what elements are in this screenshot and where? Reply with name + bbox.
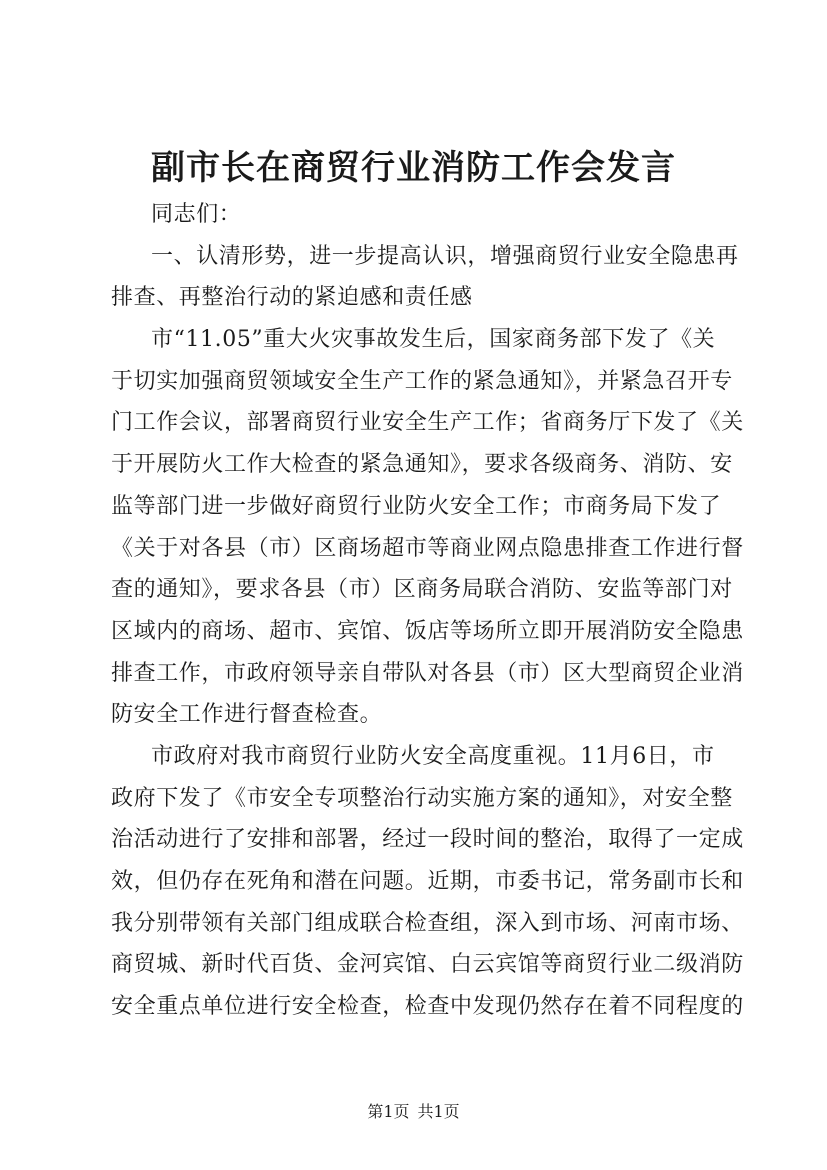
body-line: 查的通知》，要求各县（市）区商务局联合消防、安监等部门对 <box>111 577 733 603</box>
section-heading-line: 一、认清形势，进一步提高认识，增强商贸行业安全隐患再 <box>151 243 739 269</box>
body-line: 排查工作，市政府领导亲自带队对各县（市）区大型商贸企业消 <box>111 660 744 686</box>
body-line: 区域内的商场、超市、宾馆、饭店等场所立即开展消防安全隐患 <box>111 618 744 644</box>
body-line: 安全重点单位进行安全检查，检查中发现仍然存在着不同程度的 <box>111 994 744 1020</box>
body-line: 商贸城、新时代百货、金河宾馆、白云宾馆等商贸行业二级消防 <box>111 952 744 978</box>
body-line: 于开展防火工作大检查的紧急通知》，要求各级商务、消防、安 <box>111 452 733 478</box>
body-line: 门工作会议，部署商贸行业安全生产工作；省商务厅下发了《关 <box>111 410 744 436</box>
page-total: 共1页 <box>417 1102 460 1121</box>
document-body <box>111 194 744 1028</box>
body-line: 我分别带领有关部门组成联合检查组，深入到市场、河南市场、 <box>111 910 744 936</box>
body-line: 市政府对我市商贸行业防火安全高度重视。11月6日，市 <box>151 743 715 769</box>
body-line: 同志们： <box>151 202 242 227</box>
page-number: 第1页 <box>367 1102 410 1121</box>
body-line: 防安全工作进行督查检查。 <box>111 702 383 728</box>
body-line: 市“11.05”重大火灾事故发生后，国家商务部下发了《关 <box>151 327 716 353</box>
body-line: 监等部门进一步做好商贸行业防火安全工作；市商务局下发了 <box>111 493 722 519</box>
body-line: 政府下发了《市安全专项整治行动实施方案的通知》，对安全整 <box>111 785 733 811</box>
body-line: 于切实加强商贸领域安全生产工作的紧急通知》，并紧急召开专 <box>111 368 733 394</box>
document-title: 副市长在商贸行业消防工作会发言 <box>151 148 676 188</box>
body-line: 《关于对各县（市）区商场超市等商业网点隐患排查工作进行督 <box>111 535 744 561</box>
page-footer <box>0 1100 827 1124</box>
body-line: 效，但仍存在死角和潜在问题。近期，市委书记，常务副市长和 <box>111 869 744 894</box>
section-heading-line: 排查、再整治行动的紧迫感和责任感 <box>111 285 473 311</box>
body-line: 治活动进行了安排和部署，经过一段时间的整治，取得了一定成 <box>111 827 744 853</box>
